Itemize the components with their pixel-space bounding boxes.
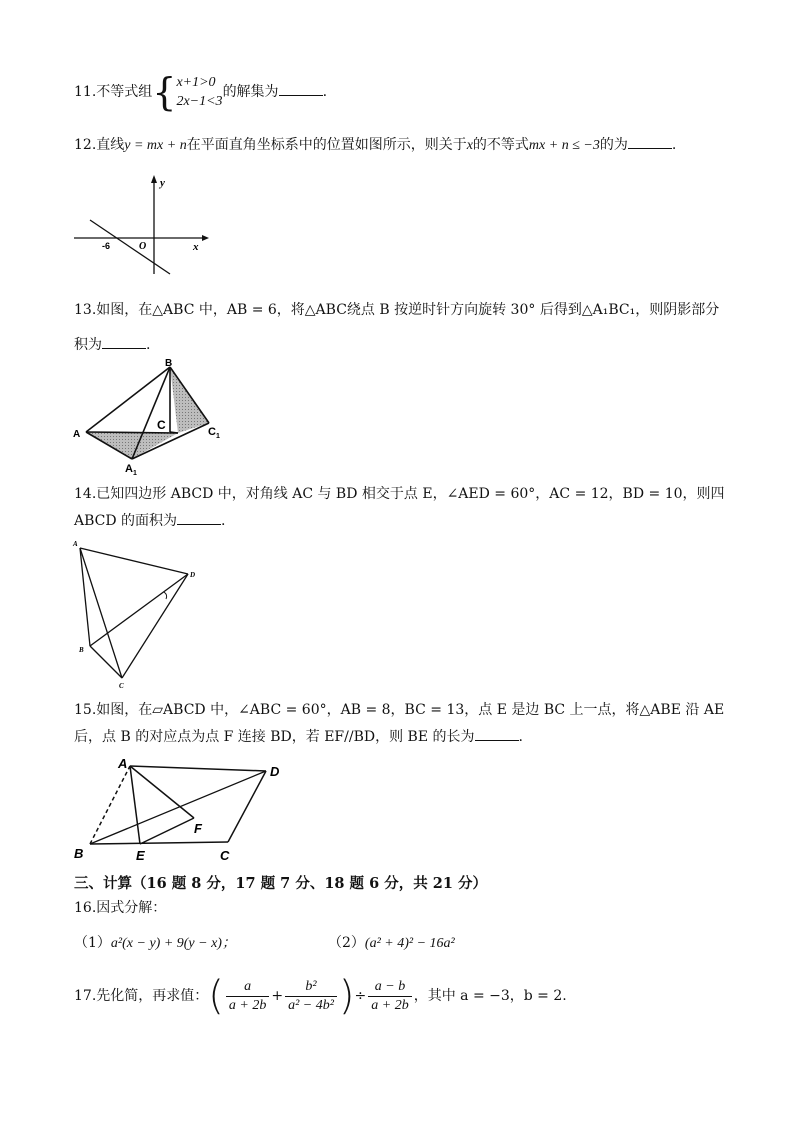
x-axis-arrow [202,235,209,241]
question-16-part1 [74,933,236,954]
inequality-system [176,73,222,111]
q16-p1-expr: a²(x − y) + 9(y − x)； [110,936,236,951]
q17-prefix: 17.先化简，再求值： [74,988,209,1004]
label-C: C [157,418,166,432]
left-paren: ( [208,973,224,1019]
tick-label-neg6: -6 [102,241,111,251]
shaded-region-2 [86,432,178,459]
question-12 [74,134,676,156]
q16-title: 16.因式分解： [74,900,167,916]
plus-sign: + [271,988,284,1004]
x-axis-label: x [193,241,199,253]
label-F: F [194,821,202,836]
q12-ineq: mx + n ≤ −3 [528,138,600,153]
q12-coordinate-figure [70,170,220,280]
answer-blank[interactable] [102,334,146,349]
q16-p2-label: （2） [328,935,365,951]
label-B: B [165,358,173,369]
q15-end: . [518,729,523,745]
answer-blank[interactable] [628,134,672,149]
q14-quadrilateral-figure [68,536,218,692]
q17-suffix: ，其中 a = −3，b = 2. [413,988,567,1004]
section3-heading-text: 三、计算（16 题 8 分，17 题 7 分、18 题 6 分，共 21 分） [74,875,488,892]
fraction-1 [226,978,269,1015]
label-C1: $C_1$ [208,426,220,440]
q12-mid: 在平面直角坐标系中的位置如图所示，则关于 [186,137,467,153]
f3-den: a + 2b [371,997,409,1013]
q11-ineq2: 2x−1<3 [176,94,223,109]
q14-line2: ABCD 的面积为 [74,513,178,529]
question-14-line1 [74,484,725,504]
label-C: C [119,682,124,690]
q11-suffix: 的解集为 [222,84,279,100]
q16-p2-expr: (a² + 4)² − 16a² [364,936,455,951]
q13-line1: 13.如图，在△ABC 中，AB = 6，将△ABC绕点 B 按逆时针方向旋转 30° 后得到△A₁BC₁，则阴影部分 [74,302,720,318]
question-13-line2 [74,334,150,355]
shaded-region-1 [170,367,209,433]
y-axis-label: y [160,177,165,189]
q12-suffix: 的为 [599,137,628,153]
right-paren: ) [338,973,355,1019]
label-E: E [136,848,145,863]
q12-expr: y = mx + n [124,138,187,153]
q13-line2: 积为 [74,337,102,353]
q15-line1: 15.如图，在▱ABCD 中，∠ABC = 60°，AB = 8，BC = 13，点 E 是边 BC 上一点，将△ABE 沿 AE [74,702,725,718]
f2-den: a² − 4b² [288,997,334,1013]
section-3-heading [74,874,487,894]
question-17 [74,972,567,1020]
question-14-line2 [74,510,226,531]
question-16-part2 [328,933,455,954]
question-16-title [74,898,166,918]
label-A: A [73,429,81,440]
system-brace: { [152,70,177,114]
question-15-line2 [74,726,523,747]
q14-end: . [221,513,226,529]
f3-num: a − b [368,978,411,997]
origin-label: O [139,241,147,252]
label-B: B [79,646,84,654]
q11-ineq1: x+1>0 [176,75,216,90]
label-C: C [220,848,230,863]
question-15-line1 [74,700,724,720]
fraction-3 [368,978,411,1015]
label-D: D [270,764,280,779]
label-D: D [190,571,196,579]
question-11 [74,72,327,112]
divide-sign: ÷ [354,988,367,1004]
q13-rotation-figure [68,355,228,477]
q11-end: . [322,84,328,100]
angle-mark [164,592,167,599]
q12-prefix: 12.直线 [74,137,125,153]
q16-p1-label: （1） [74,935,111,951]
answer-blank[interactable] [475,726,519,741]
answer-blank[interactable] [279,81,323,96]
label-B: B [74,846,84,861]
f2-num: b² [285,978,337,997]
label-A1: $A_1$ [125,463,137,477]
y-axis-arrow [151,175,157,183]
q12-var: x [466,138,473,153]
q12-end: . [671,137,677,153]
q13-end: . [146,337,151,353]
label-A: A [73,540,78,548]
label-A: A [118,756,128,771]
q12-mid2: 的不等式 [472,137,529,153]
f1-den: a + 2b [228,997,267,1013]
q14-line1: 14.已知四边形 ABCD 中，对角线 AC 与 BD 相交于点 E，∠AED = 60°，AC = 12，BD = 10，则四 [74,486,725,502]
f1-num: a [226,978,269,997]
question-13-line1 [74,300,719,320]
answer-blank[interactable] [177,510,221,525]
q15-line2: 后，点 B 的对应点为点 F 连接 BD，若 EF//BD，则 BE 的长为 [74,729,475,745]
q11-prefix: 11.不等式组 [74,84,153,100]
q15-parallelogram-figure [70,754,300,866]
fraction-2 [285,978,337,1015]
